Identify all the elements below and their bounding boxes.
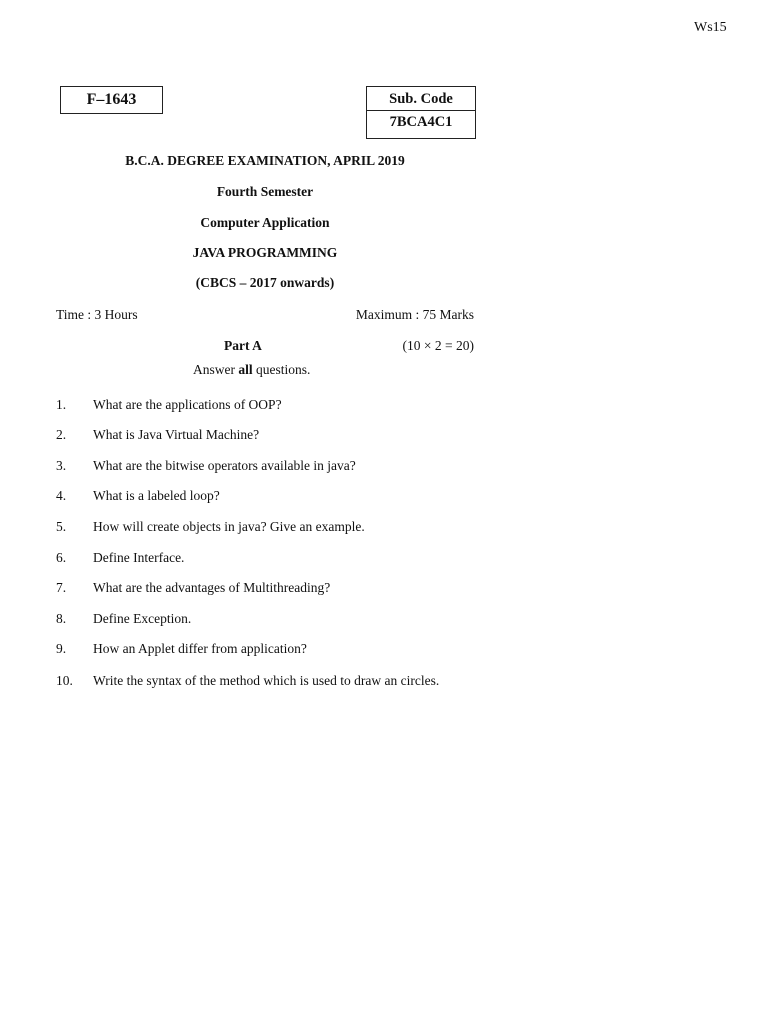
part-a-title: Part A <box>224 338 262 353</box>
question-text: What are the advantages of Multithreading? <box>93 580 331 595</box>
question-text: How an Applet differ from application? <box>93 641 307 656</box>
instruction-emphasis: all <box>238 362 253 377</box>
time-info: Time : 3 Hours <box>56 307 138 322</box>
question-number: 9. <box>56 641 67 656</box>
question-number: 6. <box>56 550 67 565</box>
question-text: What are the bitwise operators available in java? <box>93 458 356 473</box>
question-number: 4. <box>56 488 67 503</box>
paper-code: F–1643 <box>86 91 137 108</box>
question-text: Define Interface. <box>93 550 185 565</box>
scheme: (CBCS – 2017 onwards) <box>195 275 335 290</box>
question-number: 5. <box>56 519 67 534</box>
question-number: 7. <box>56 580 67 595</box>
subject-title: JAVA PROGRAMMING <box>192 245 338 260</box>
page-label: Ws15 <box>694 20 727 35</box>
question-number: 3. <box>56 458 67 473</box>
semester: Fourth Semester <box>216 184 314 199</box>
exam-title: B.C.A. DEGREE EXAMINATION, APRIL 2019 <box>125 153 405 168</box>
question-text: How will create objects in java? Give an example. <box>93 519 365 534</box>
sub-code-value: 7BCA4C1 <box>389 114 453 130</box>
question-number: 1. <box>56 397 67 412</box>
part-a-instruction <box>193 362 310 378</box>
question-text: What is Java Virtual Machine? <box>93 427 260 442</box>
question-number: 8. <box>56 611 67 626</box>
paper-code-box <box>60 86 163 114</box>
sub-code-label: Sub. Code <box>367 87 475 111</box>
department: Computer Application <box>200 215 330 230</box>
question-number: 10. <box>56 673 73 688</box>
sub-code-box <box>366 86 476 139</box>
instruction-text: Answer <box>193 362 239 377</box>
question-text: What is a labeled loop? <box>93 488 220 503</box>
question-text: Write the syntax of the method which is used to draw an circles. <box>93 673 440 688</box>
part-a-marks: (10 × 2 = 20) <box>402 338 474 353</box>
max-marks: Maximum : 75 Marks <box>355 307 474 322</box>
question-text: Define Exception. <box>93 611 192 626</box>
instruction-text-end: questions. <box>252 362 311 377</box>
question-text: What are the applications of OOP? <box>93 397 282 412</box>
question-number: 2. <box>56 427 67 442</box>
